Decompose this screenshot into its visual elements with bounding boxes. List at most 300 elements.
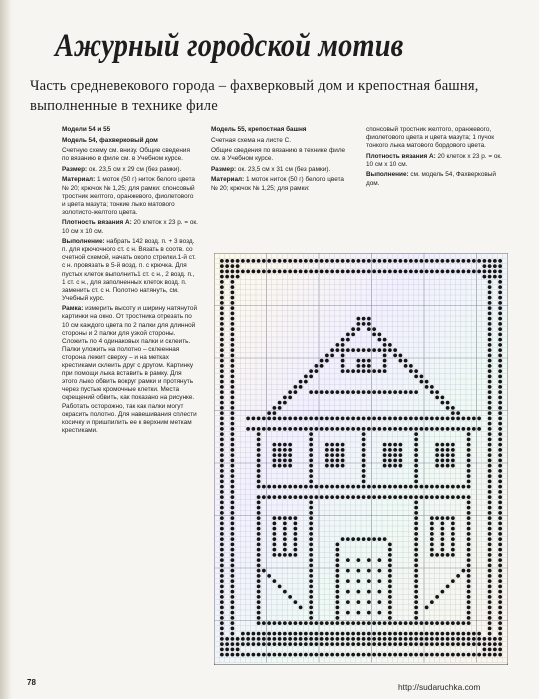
filled-cell [435,485,439,489]
filled-cell [467,443,471,447]
filled-cell [220,605,224,609]
filled-cell [362,642,366,646]
filled-cell [451,521,455,525]
filled-cell [414,437,418,441]
filled-cell [220,647,224,651]
filled-cell [288,390,292,394]
filled-cell [482,264,486,268]
filled-cell [419,269,423,273]
filled-cell [346,637,350,641]
filled-cell [309,553,313,557]
filled-cell [440,553,444,557]
filled-cell [398,637,402,641]
filled-cell [351,537,355,541]
filled-cell [398,416,402,420]
filled-cell [398,448,402,452]
filled-cell [488,548,492,552]
filled-cell [409,369,413,373]
filled-cell [220,542,224,546]
filled-cell [335,642,339,646]
filled-cell [309,527,313,531]
filled-cell [335,637,339,641]
filled-cell [278,427,282,431]
filled-cell [230,579,234,583]
filled-cell [393,416,397,420]
filled-cell [404,621,408,625]
filled-cell [283,516,287,520]
filled-cell [362,485,366,489]
filled-cell [362,427,366,431]
filled-cell [446,637,450,641]
filled-cell [262,259,266,263]
filled-cell [440,448,444,452]
filled-cell [488,511,492,515]
filled-cell [498,411,502,415]
filled-cell [278,406,282,410]
filled-cell [398,621,402,625]
filled-cell [461,485,465,489]
filled-cell [351,369,355,373]
filled-cell [498,348,502,352]
filled-cell [467,416,471,420]
filled-cell [404,359,408,363]
filled-cell [335,343,339,347]
filled-cell [230,269,234,273]
filled-cell [435,427,439,431]
filled-cell [488,584,492,588]
filled-cell [283,637,287,641]
filled-cell [257,453,261,457]
filled-cell [414,511,418,515]
filled-cell [367,359,371,363]
filled-cell [220,626,224,630]
filled-cell [346,369,350,373]
filled-cell [335,485,339,489]
filled-cell [283,642,287,646]
filled-cell [267,632,271,636]
general-info-note: Общие сведения по вязанию в технике филе см. в Учебном курсе. [211,147,346,163]
filled-cell [230,306,234,310]
filled-cell [267,269,271,273]
filled-cell [398,632,402,636]
filled-cell [262,653,266,657]
filled-cell [246,637,250,641]
filled-cell [488,416,492,420]
filled-cell [293,385,297,389]
filled-cell [409,390,413,394]
filled-cell [388,269,392,273]
filled-cell [320,269,324,273]
filled-cell [351,327,355,331]
filled-cell [362,390,366,394]
filled-cell [325,453,329,457]
filled-cell [257,448,261,452]
filled-cell [498,380,502,384]
filled-cell [220,364,224,368]
filled-cell [435,653,439,657]
filled-cell [467,448,471,452]
filled-cell [314,485,318,489]
filled-cell [257,574,261,578]
filled-cell [293,485,297,489]
filled-cell [325,359,329,363]
filled-cell [225,275,229,279]
filled-cell [356,621,360,625]
filled-cell [230,553,234,557]
filled-cell [304,374,308,378]
filled-cell [257,432,261,436]
filled-cell [230,259,234,263]
filled-cell [451,579,455,583]
filled-cell [461,269,465,273]
filled-cell [309,506,313,510]
filled-cell [230,563,234,567]
filled-cell [230,380,234,384]
filled-cell [383,448,387,452]
filled-cell [236,275,240,279]
filled-cell [404,642,408,646]
filled-cell [477,642,481,646]
filled-cell [330,390,334,394]
filled-cell [362,437,366,441]
filled-cell [220,296,224,300]
filled-cell [341,464,345,468]
filled-cell [299,653,303,657]
filled-cell [314,653,318,657]
filled-cell [356,348,360,352]
filled-cell [230,280,234,284]
filled-cell [272,411,276,415]
filled-cell [440,458,444,462]
filled-cell [356,611,360,615]
filled-cell [446,621,450,625]
filled-cell [278,448,282,452]
filled-cell [477,427,481,431]
filled-cell [451,448,455,452]
filled-cell [393,653,397,657]
filled-cell [220,495,224,499]
filled-cell [446,448,450,452]
filled-cell [388,616,392,620]
page-title: Ажурный городской мотив [55,28,404,64]
filled-cell [493,275,497,279]
filled-cell [404,390,408,394]
filled-cell [283,448,287,452]
filled-cell [283,395,287,399]
filled-cell [288,642,292,646]
filled-cell [241,653,245,657]
filled-cell [488,506,492,510]
filled-cell [293,642,297,646]
filled-cell [467,558,471,562]
filled-cell [414,516,418,520]
filled-cell [356,653,360,657]
filled-cell [356,259,360,263]
filled-cell [388,464,392,468]
filled-cell [414,600,418,604]
filled-cell [451,532,455,536]
filled-cell [414,527,418,531]
filled-cell [456,259,460,263]
filled-cell [498,537,502,541]
filled-cell [451,259,455,263]
filled-cell [467,469,471,473]
filled-cell [377,332,381,336]
filled-cell [220,327,224,331]
filled-cell [257,464,261,468]
filled-cell [362,369,366,373]
filled-cell [440,443,444,447]
filled-cell [498,385,502,389]
filled-cell [488,443,492,447]
filled-cell [377,390,381,394]
execution-label: Выполнение: [62,238,105,246]
filled-cell [393,453,397,457]
filled-cell [230,338,234,342]
filled-cell [351,621,355,625]
filled-cell [377,642,381,646]
filled-cell [446,458,450,462]
filled-cell [383,369,387,373]
filled-cell [257,495,261,499]
filled-cell [372,632,376,636]
filled-cell [220,411,224,415]
filled-cell [388,485,392,489]
filled-cell [425,637,429,641]
filled-cell [383,443,387,447]
filled-cell [409,427,413,431]
filled-cell [293,516,297,520]
filled-cell [283,621,287,625]
filled-cell [488,521,492,525]
filled-cell [488,569,492,573]
filled-cell [498,416,502,420]
filled-cell [257,616,261,620]
filled-cell [356,269,360,273]
filled-cell [293,390,297,394]
filled-cell [367,637,371,641]
filled-cell [372,637,376,641]
filled-cell [314,259,318,263]
filled-cell [498,595,502,599]
filled-cell [283,453,287,457]
material-label-55: Материал: [211,176,245,184]
filled-cell [488,495,492,499]
filled-cell [393,353,397,357]
filled-cell [257,590,261,594]
filled-cell [330,642,334,646]
filled-cell [220,285,224,289]
filled-cell [414,595,418,599]
filled-cell [362,632,366,636]
filled-cell [309,621,313,625]
filled-cell [283,401,287,405]
filled-cell [414,495,418,499]
filled-cell [414,427,418,431]
filled-cell [220,532,224,536]
filled-cell [367,653,371,657]
filled-cell [356,579,360,583]
filled-cell [257,437,261,441]
filled-cell [320,416,324,420]
filled-cell [367,495,371,499]
filled-cell [314,637,318,641]
filled-cell [388,390,392,394]
filled-cell [414,506,418,510]
filled-cell [488,285,492,289]
filled-cell [288,395,292,399]
filled-cell [388,427,392,431]
filled-cell [288,553,292,557]
filled-cell [488,427,492,431]
filled-cell [325,269,329,273]
filled-cell [230,401,234,405]
filled-cell [451,495,455,499]
filled-cell [335,348,339,352]
filled-cell [309,516,313,520]
filled-cell [467,437,471,441]
filled-cell [414,369,418,373]
filled-cell [335,611,339,615]
filled-cell [425,427,429,431]
filled-cell [488,532,492,536]
filled-cell [456,495,460,499]
filled-cell [288,621,292,625]
filled-cell [477,632,481,636]
filled-cell [430,427,434,431]
filled-cell [393,464,397,468]
filled-cell [435,443,439,447]
filled-cell [398,653,402,657]
filled-cell [304,380,308,384]
filled-cell [419,632,423,636]
filled-cell [293,527,297,531]
filled-cell [272,485,276,489]
filled-cell [220,338,224,342]
size-label-55: Размер: [211,165,237,173]
filled-cell [430,600,434,604]
filled-cell [398,443,402,447]
filled-cell [435,516,439,520]
filled-cell [388,605,392,609]
filled-cell [467,500,471,504]
filled-cell [435,621,439,625]
filled-cell [257,569,261,573]
filled-cell [414,432,418,436]
filled-cell [241,637,245,641]
filled-cell [430,390,434,394]
filled-cell [278,495,282,499]
filled-cell [367,569,371,573]
filled-cell [309,595,313,599]
filled-cell [330,427,334,431]
filled-cell [467,269,471,273]
filled-cell [493,269,497,273]
filled-cell [383,621,387,625]
filled-cell [414,542,418,546]
filled-cell [456,269,460,273]
filled-cell [367,427,371,431]
filled-cell [488,406,492,410]
filled-cell [404,364,408,368]
filled-cell [488,380,492,384]
filled-cell [488,290,492,294]
filled-cell [257,595,261,599]
filled-cell [488,563,492,567]
filled-cell [335,590,339,594]
filled-cell [314,390,318,394]
filled-cell [362,359,366,363]
filled-cell [309,464,313,468]
filled-cell [409,637,413,641]
filled-cell [246,416,250,420]
filled-cell [309,611,313,615]
filled-cell [257,511,261,515]
filled-cell [498,558,502,562]
filled-cell [498,364,502,368]
filled-cell [362,269,366,273]
filled-cell [377,579,381,583]
filled-cell [388,579,392,583]
filled-cell [414,485,418,489]
filled-cell [356,485,360,489]
page-subtitle: Часть средневекового города – фахверковый дом и крепостная башня, выполненные в технике филе [30,78,479,114]
filled-cell [267,574,271,578]
filled-cell [283,527,287,531]
filled-cell [498,280,502,284]
filled-cell [220,548,224,552]
filled-cell [488,653,492,657]
filled-cell [446,416,450,420]
filled-cell [320,364,324,368]
filled-cell [493,637,497,641]
filled-cell [293,621,297,625]
filled-cell [267,495,271,499]
execution-text-55: см. модель 54, Фахверковый дом. [366,171,496,187]
filled-cell [498,311,502,315]
filled-cell [335,558,339,562]
filled-cell [488,322,492,326]
filled-cell [230,485,234,489]
filled-cell [440,532,444,536]
filled-cell [309,521,313,525]
filled-cell [372,642,376,646]
filled-cell [488,490,492,494]
filled-cell [414,637,418,641]
filled-cell [404,653,408,657]
filled-cell [230,327,234,331]
filled-cell [220,306,224,310]
filled-cell [467,527,471,531]
filled-cell [230,479,234,483]
filled-cell [467,464,471,468]
filled-cell [346,632,350,636]
filled-cell [299,621,303,625]
filled-cell [220,611,224,615]
filled-cell [488,448,492,452]
instructions-column-1 [62,126,198,437]
filled-cell [440,516,444,520]
filled-cell [414,521,418,525]
filled-cell [230,495,234,499]
filled-cell [341,495,345,499]
filled-cell [272,527,276,531]
filled-cell [262,416,266,420]
filled-cell [409,416,413,420]
filled-cell [482,647,486,651]
filled-cell [488,259,492,263]
filled-cell [388,574,392,578]
